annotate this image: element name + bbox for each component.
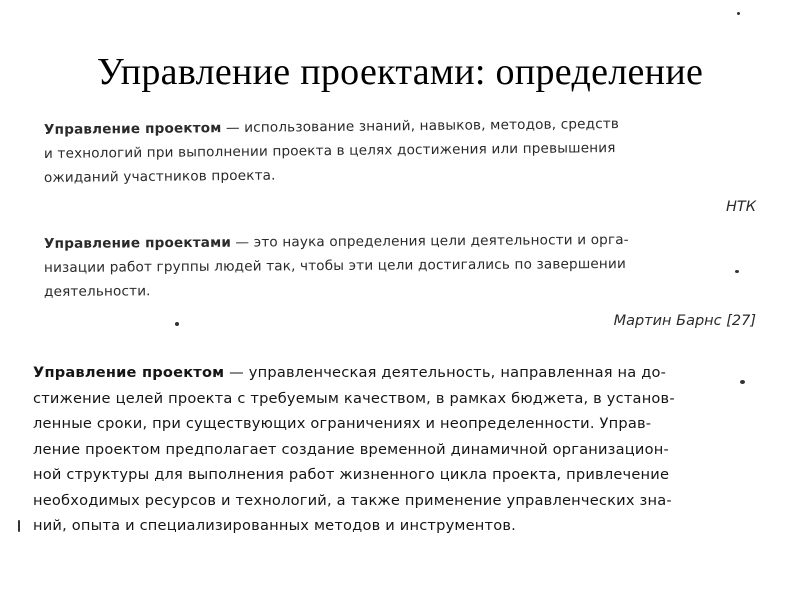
slide-title: Управление проектами: определение: [96, 51, 704, 93]
scan-speck: [18, 520, 20, 532]
quote-line: ление проектом предполагает создание временной динамичной организацион-: [33, 440, 669, 458]
scan-speck: [175, 322, 179, 326]
scan-speck: [735, 270, 739, 273]
quote-line: ожиданий участников проекта.: [43, 167, 276, 186]
quote-line: ний, опыта и специализированных методов и инструментов.: [33, 517, 517, 534]
defined-term: Управление проектами: [43, 234, 232, 252]
definition-quote-ntk: [43, 115, 756, 220]
scan-speck: [737, 12, 740, 15]
definition-text: — управленческая деятельность, направленная на до-: [224, 364, 667, 381]
defined-term: Управление проектом: [43, 120, 222, 138]
quote-line: деятельности.: [43, 283, 151, 300]
quote-source: Мартин Барнс [27]: [613, 313, 756, 329]
quote-source: НТК: [725, 199, 756, 215]
quote-line: низации работ группы людей так, чтобы эти цели достигались по завершении: [43, 255, 626, 276]
scan-speck: [740, 380, 745, 384]
quote-line: [33, 360, 773, 386]
quote-line: ной структуры для выполнения работ жизненного цикла проекта, привлечение: [33, 466, 670, 483]
defined-term: Управление проектом: [33, 364, 225, 381]
definition-text: — это наука определения цели деятельности и орга-: [230, 231, 629, 251]
quote-line: стижение целей проекта с требуемым качеством, в рамках бюджета, в установ-: [33, 389, 675, 407]
quote-line: необходимых ресурсов и технологий, а также применение управленческих зна-: [33, 491, 672, 509]
quote-line: ленные сроки, при существующих ограничениях и неопределенности. Управ-: [33, 415, 652, 432]
quote-line: и технологий при выполнении проекта в целях достижения или превышения: [43, 140, 616, 162]
definition-text: — использование знаний, навыков, методов, средств: [221, 115, 620, 137]
definition-quote-barnes: [44, 232, 756, 334]
definition-quote-extended: [33, 360, 773, 539]
